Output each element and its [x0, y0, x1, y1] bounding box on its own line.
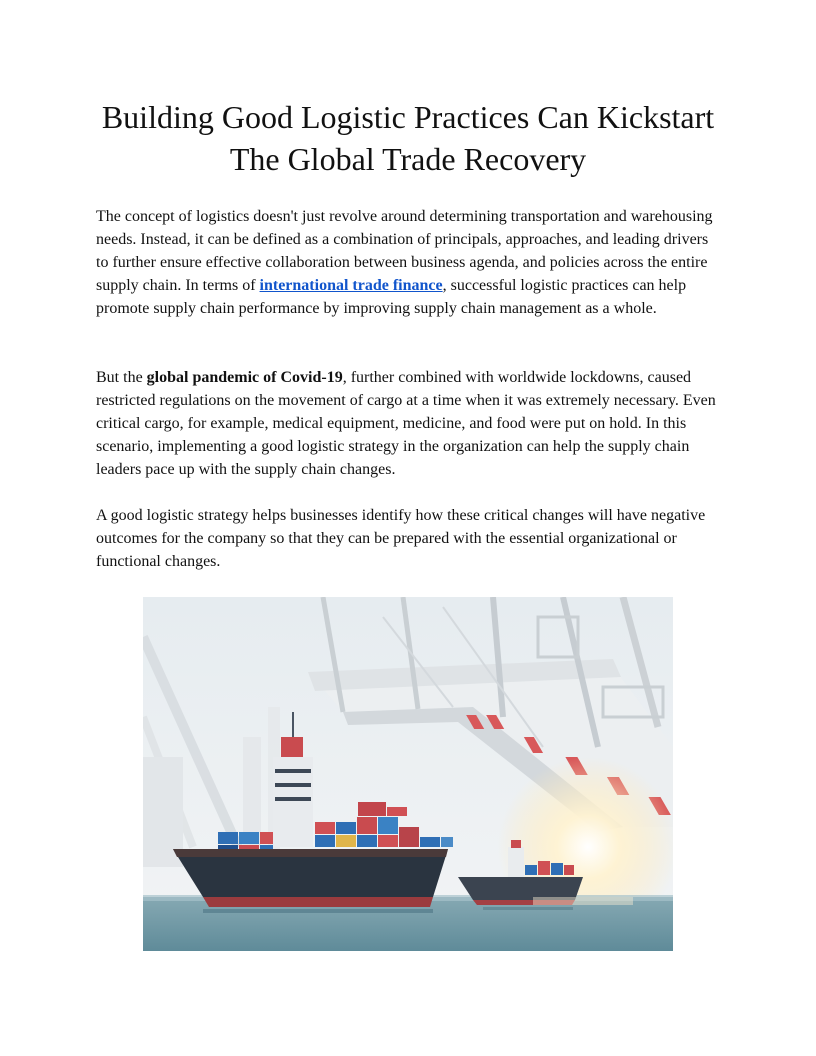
paragraph-1-text-start: The concept of logistics doesn't just revolve around determining transportation and warehousing needs. Instead, it can be defined as a combination of principals, approaches, and leading drivers to further ensure effective collaboration between business agenda, and policies across the entire supply chain. In terms of — [96, 208, 713, 294]
international-trade-finance-link[interactable]: international trade finance — [259, 277, 443, 294]
title-line-1: Building Good Logistic Practices Can Kickstart — [101, 99, 715, 135]
paragraph-strategy — [96, 504, 720, 573]
paragraph-1-text-end: , successful logistic practices can help promote supply chain performance by improving supply chain management as a whole. — [96, 277, 687, 317]
paragraph-2-text-start: But the — [96, 369, 147, 386]
page-title — [96, 96, 720, 180]
paragraph-2-text-end: , further combined with worldwide lockdowns, caused restricted regulations on the movement of cargo at a time when it was extremely necessary. Even critical cargo, for example, medical equipment, medicine, and food were put on hold. In this scenario, implementing a good logistic strategy in the organization can help the supply chain leaders pace up with the supply chain changes. — [96, 369, 716, 478]
cargo-ship-port-image — [143, 597, 673, 951]
cargo-ship-port-illustration — [143, 597, 673, 951]
title-line-2: The Global Trade Recovery — [229, 141, 587, 177]
paragraph-logistics-concept — [96, 205, 720, 320]
paragraph-pandemic — [96, 366, 720, 481]
pandemic-bold-text: global pandemic of Covid-19 — [146, 369, 343, 386]
paragraph-3-text: A good logistic strategy helps businesses identify how these critical changes will have negative outcomes for the company so that they can be prepared with the essential organizational or functional changes. — [96, 507, 706, 570]
